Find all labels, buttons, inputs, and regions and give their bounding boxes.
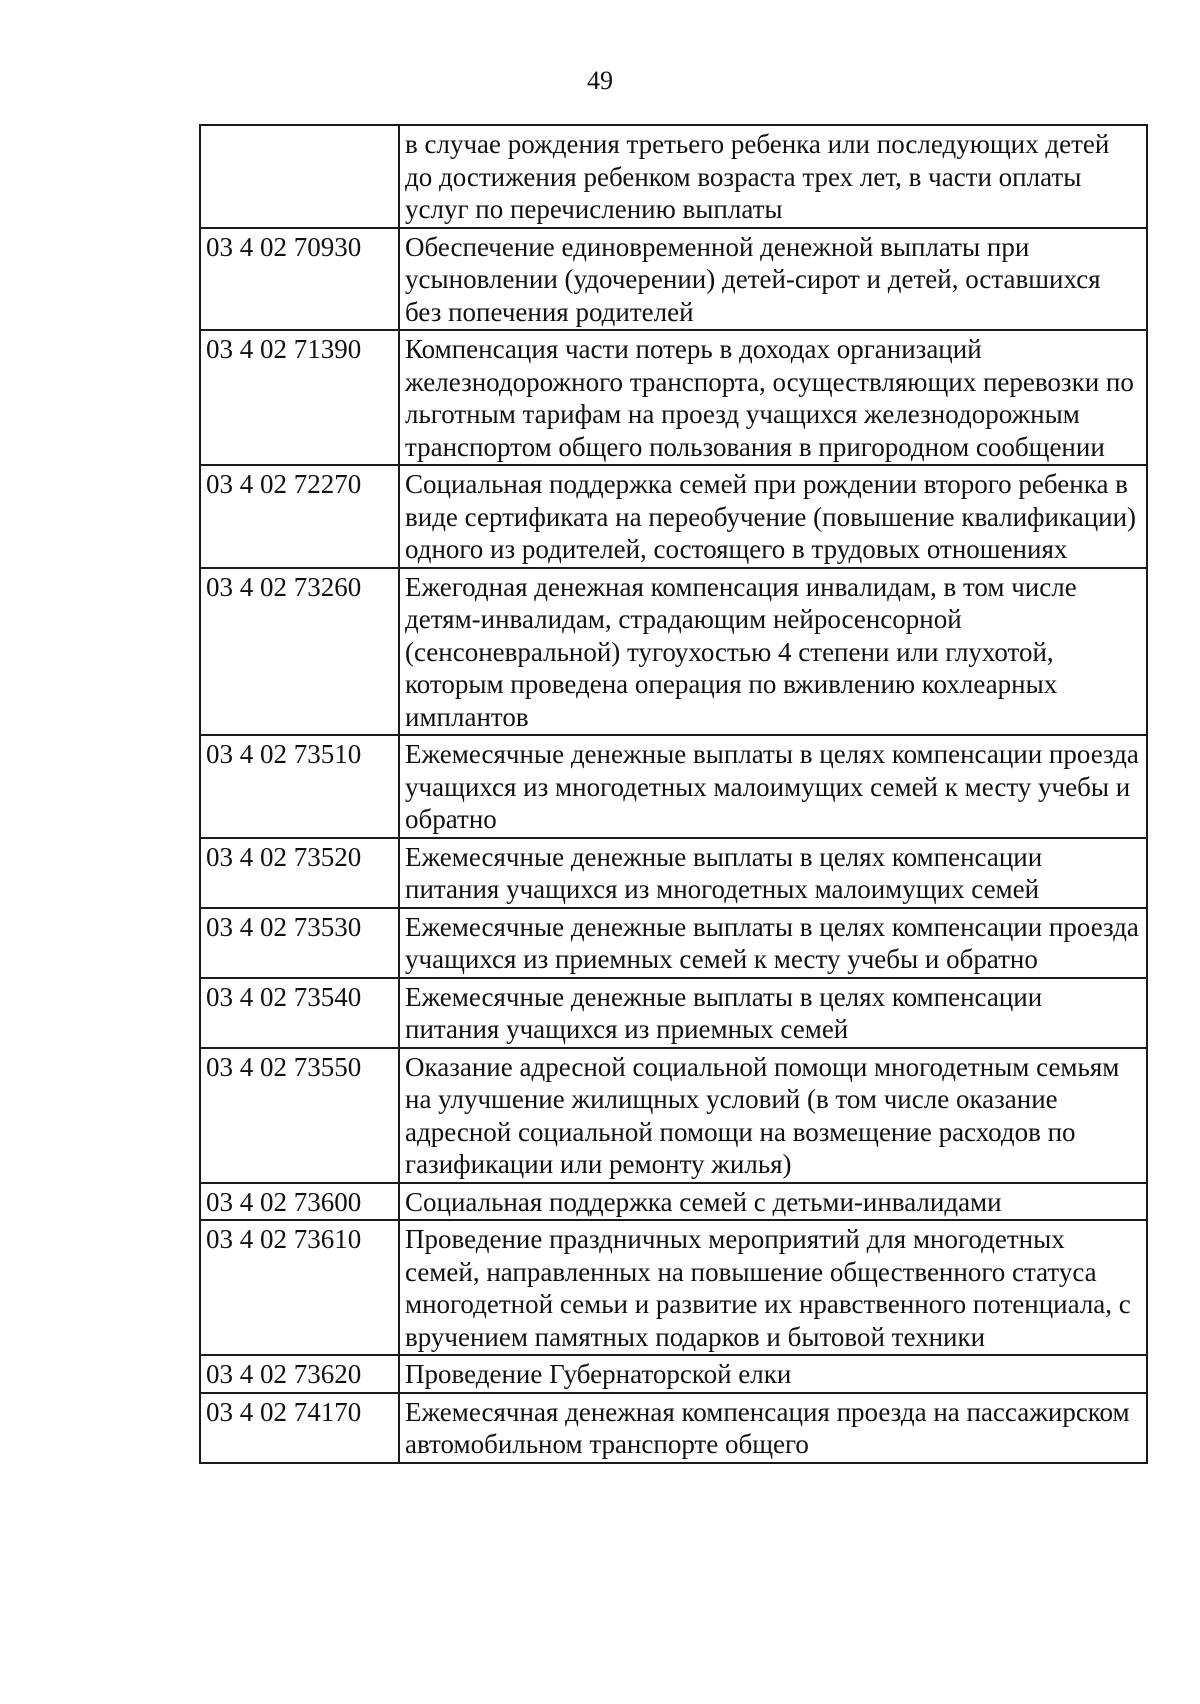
table-row	[200, 1048, 1147, 1183]
description-cell: Компенсация части потерь в доходах организаций железнодорожного транспорта, осуществляющих перевозки по льготным тарифам на проезд учащихся железнодорожным транспортом общего пользования в пригородном сообщении	[399, 330, 1147, 465]
description-cell: Социальная поддержка семей с детьми-инвалидами	[399, 1183, 1147, 1221]
table-row	[200, 125, 1147, 228]
budget-code-table	[199, 124, 1148, 1464]
description-cell: в случае рождения третьего ребенка или последующих детей до достижения ребенком возраста трех лет, в части оплаты услуг по перечислению выплаты	[399, 125, 1147, 228]
description-cell: Ежемесячная денежная компенсация проезда на пассажирском автомобильном транспорте общего	[399, 1393, 1147, 1463]
table-row	[200, 1183, 1147, 1221]
description-cell: Ежемесячные денежные выплаты в целях компенсации питания учащихся из многодетных малоимущих семей	[399, 838, 1147, 908]
code-cell: 03 4 02 74170	[200, 1393, 399, 1463]
table-row	[200, 908, 1147, 978]
table-row	[200, 1220, 1147, 1355]
table-row	[200, 838, 1147, 908]
table-row	[200, 568, 1147, 736]
code-cell: 03 4 02 72270	[200, 465, 399, 568]
code-cell: 03 4 02 73600	[200, 1183, 399, 1221]
code-cell: 03 4 02 73610	[200, 1220, 399, 1355]
description-cell: Ежегодная денежная компенсация инвалидам, в том числе детям-инвалидам, страдающим нейросенсорной (сенсоневральной) тугоухостью 4 степени или глухотой, которым проведена операция по вживлению кохлеарных имплантов	[399, 568, 1147, 736]
code-cell: 03 4 02 73620	[200, 1355, 399, 1393]
code-cell: 03 4 02 73260	[200, 568, 399, 736]
code-cell: 03 4 02 73550	[200, 1048, 399, 1183]
description-cell: Ежемесячные денежные выплаты в целях компенсации проезда учащихся из приемных семей к месту учебы и обратно	[399, 908, 1147, 978]
code-cell: 03 4 02 73520	[200, 838, 399, 908]
description-cell: Ежемесячные денежные выплаты в целях компенсации питания учащихся из приемных семей	[399, 978, 1147, 1048]
description-cell: Социальная поддержка семей при рождении второго ребенка в виде сертификата на переобучение (повышение квалификации) одного из родителей, состоящего в трудовых отношениях	[399, 465, 1147, 568]
code-cell: 03 4 02 73530	[200, 908, 399, 978]
page-number: 49	[587, 66, 613, 95]
description-cell: Обеспечение единовременной денежной выплаты при усыновлении (удочерении) детей-сирот и детей, оставшихся без попечения родителей	[399, 228, 1147, 331]
table-row	[200, 465, 1147, 568]
table-row	[200, 735, 1147, 838]
description-cell: Ежемесячные денежные выплаты в целях компенсации проезда учащихся из многодетных малоимущих семей к месту учебы и обратно	[399, 735, 1147, 838]
table-row	[200, 1355, 1147, 1393]
table-row	[200, 330, 1147, 465]
table-row	[200, 978, 1147, 1048]
table-row	[200, 228, 1147, 331]
table-row	[200, 1393, 1147, 1463]
description-cell: Проведение Губернаторской елки	[399, 1355, 1147, 1393]
code-cell: 03 4 02 70930	[200, 228, 399, 331]
code-cell: 03 4 02 73510	[200, 735, 399, 838]
code-cell: 03 4 02 71390	[200, 330, 399, 465]
code-cell: 03 4 02 73540	[200, 978, 399, 1048]
code-cell	[200, 125, 399, 228]
description-cell: Оказание адресной социальной помощи многодетным семьям на улучшение жилищных условий (в том числе оказание адресной социальной помощи на возмещение расходов по газификации или ремонту жилья)	[399, 1048, 1147, 1183]
description-cell: Проведение праздничных мероприятий для многодетных семей, направленных на повышение общественного статуса многодетной семьи и развитие их нравственного потенциала, с вручением памятных подарков и бытовой техники	[399, 1220, 1147, 1355]
